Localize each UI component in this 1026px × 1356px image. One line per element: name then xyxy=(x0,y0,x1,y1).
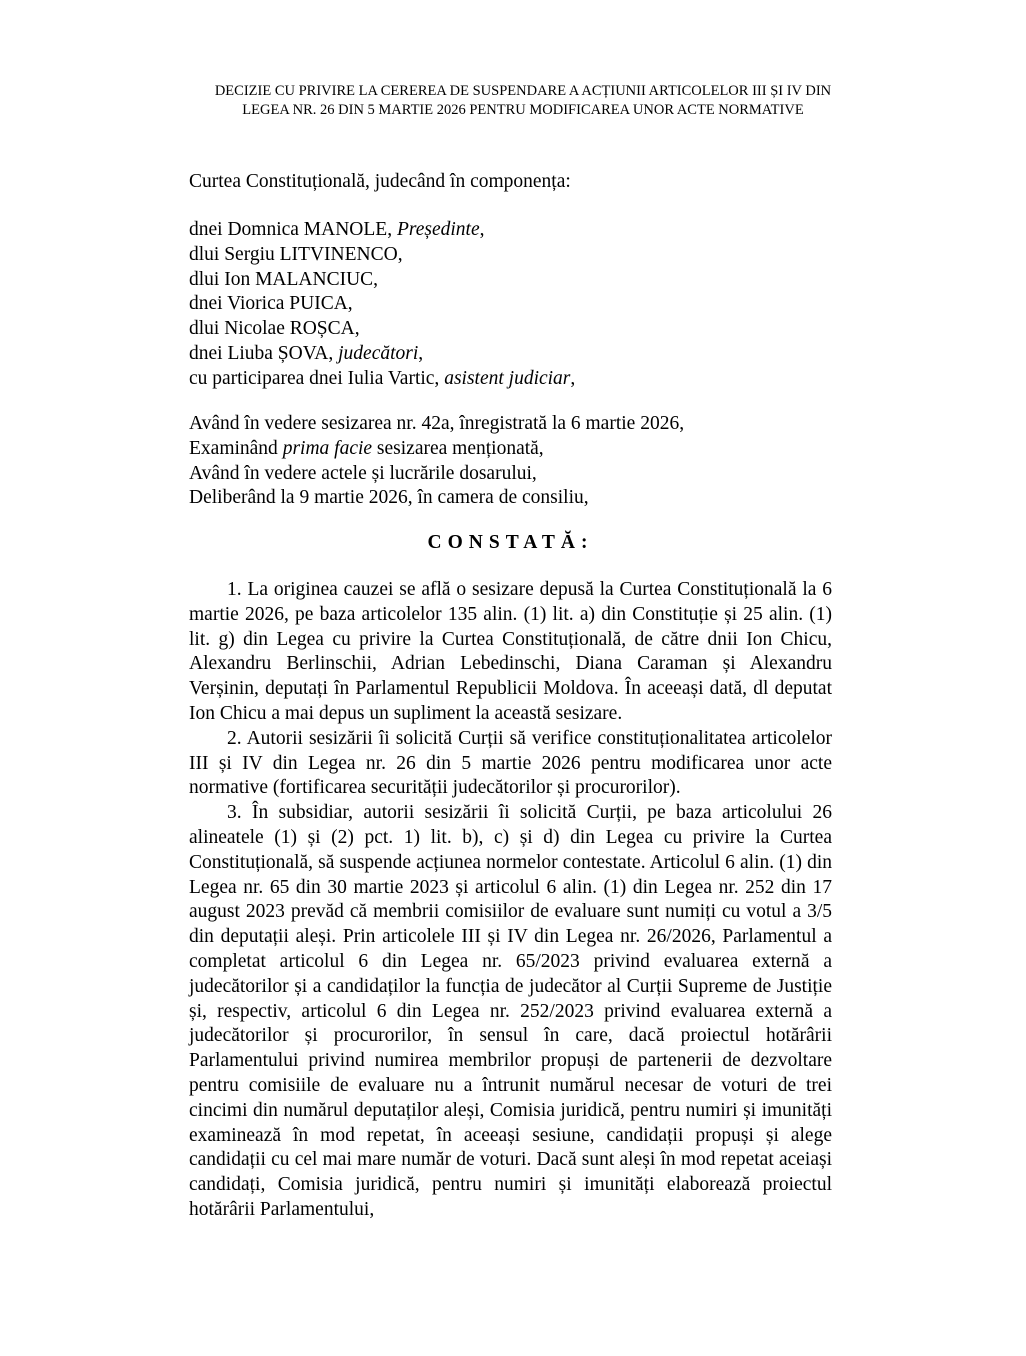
title-line-2: LEGEA NR. 26 DIN 5 MARTIE 2026 PENTRU MODIFICAREA UNOR ACTE NORMATIVE xyxy=(242,102,804,118)
assistant-line: cu participarea dnei Iulia Vartic, asistent judiciar, xyxy=(189,367,576,389)
judge-line: dnei Domnica MANOLE, Președinte, xyxy=(189,219,485,240)
title-line-1: DECIZIE CU PRIVIRE LA CEREREA DE SUSPENDARE A ACȚIUNII ARTICOLELOR III ȘI IV DIN xyxy=(214,83,832,99)
recital-line: Având în vedere actele și lucrările dosarului, xyxy=(189,462,537,484)
judge-line: dlui Nicolae ROȘCA, xyxy=(189,318,360,340)
paragraph-1: 1. La originea cauzei se află o sesizare depusă la Curtea Constituțională la 6 martie 2026, pe baza articolelor 135 alin. (1) lit. a) din Constituție și 25 alin. (1) lit. g) din Legea cu privire la Curtea Constituțională, de către dnii Ion Chicu, Alexandru Berlinschii, Adrian Lebedinschi, Diana Caraman și Alexandru Verșinin, deputați în Parlamentul Republicii Moldova. În aceeași dată, dl deputat Ion Chicu a mai depus un supliment la această sesizare. xyxy=(189,579,832,724)
section-heading: CONSTATĂ: xyxy=(427,532,594,553)
findings-section xyxy=(189,578,832,1223)
judge-line: dlui Sergiu LITVINENCO, xyxy=(189,243,403,265)
recital-line: Deliberând la 9 martie 2026, în camera de consiliu, xyxy=(189,487,589,509)
recital-line: Având în vedere sesizarea nr. 42a, înregistrată la 6 martie 2026, xyxy=(189,413,685,434)
judges-list xyxy=(189,218,832,392)
paragraph-3: 3. În subsidiar, autorii sesizării îi solicită Curții, pe baza articolului 26 alineatele (1) și (2) pct. 1) lit. b), c) și d) din Legea cu privire la Curtea Constituțională, să suspende acțiunea normelor contestate. Articolul 6 alin. (1) din Legea nr. 65 din 30 martie 2023 și articolul 6 alin. (1) din Legea nr. 252 din 17 august 2023 prevăd că membrii comisiilor de evaluare sunt numiți cu votul a 3/5 din deputații aleși. Prin articolele III și IV din Legea nr. 26/2026, Parlamentul a completat articolul 6 din Legea nr. 65/2023 privind evaluarea externă a judecătorilor și a candidaților la funcția de judecător al Curții Supreme de Justiție și, respectiv, articolul 6 din Legea nr. 252/2023 privind evaluarea externă a judecătorilor și procurorilor, în sensul în care, dacă proiectul hotărârii Parlamentului privind numirea membrilor propuși de partenerii de dezvoltare pentru comisiile de evaluare nu a întrunit numărul necesar de voturi de trei cincimi din numărul deputaților aleși, Comisia juridică, pentru numiri și imunități examinează în mod repetat, în aceeași sesiune, candidații propuși și alege candidații cu cel mai mare număr de voturi. Dacă sunt aleși în mod repetat aceiași candidați, Comisia juridică, pentru numiri și imunități elaborează proiectul hotărârii Parlamentului, xyxy=(189,802,832,1220)
recital-line: Examinând prima facie sesizarea menționată, xyxy=(189,437,544,459)
court-intro: Curtea Constituțională, judecând în componența: xyxy=(189,171,571,192)
judge-line: dlui Ion MALANCIUC, xyxy=(189,268,379,290)
recitals xyxy=(189,412,832,511)
paragraph-2: 2. Autorii sesizării îi solicită Curții să verifice constituționalitatea articolelor III și IV din Legea nr. 26 din 5 martie 2026 pentru modificarea unor acte normative (fortificarea securității judecătorilor și procurorilor). xyxy=(189,727,832,799)
judge-line: dnei Liuba ȘOVA, judecători, xyxy=(189,342,424,364)
document-title xyxy=(150,82,896,120)
judge-line: dnei Viorica PUICA, xyxy=(189,293,353,315)
